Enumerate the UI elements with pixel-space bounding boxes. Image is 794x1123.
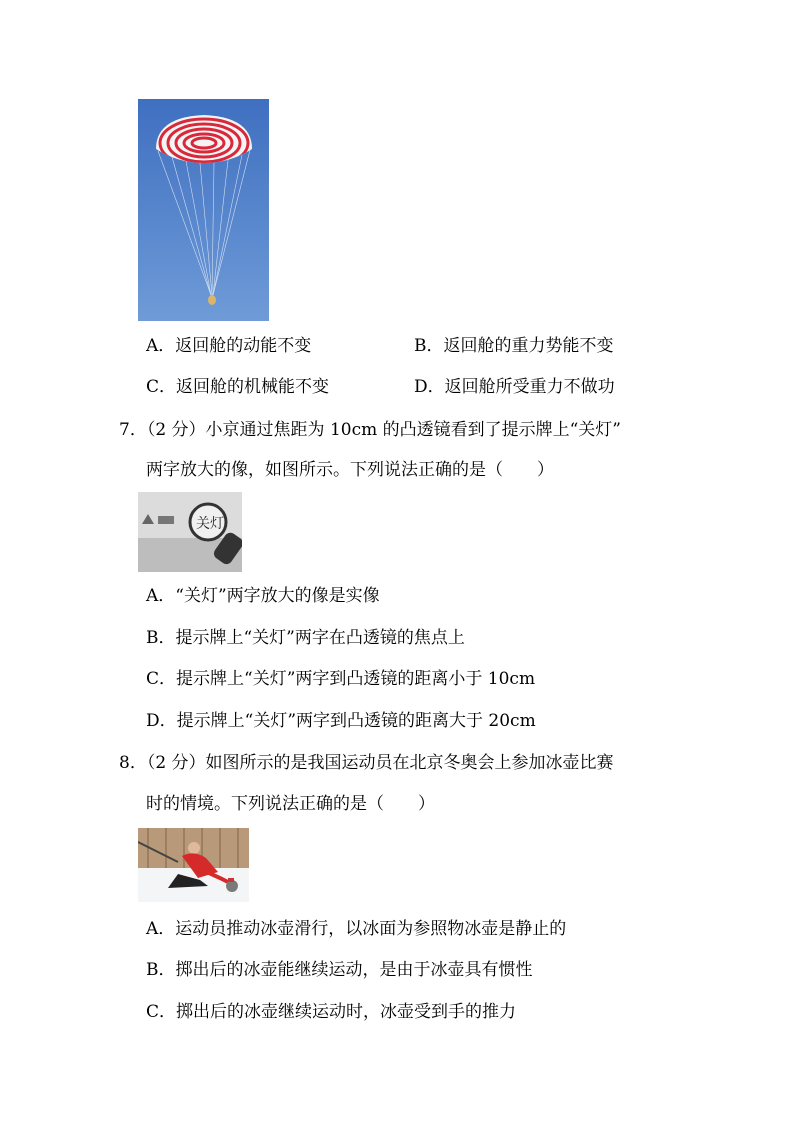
q8-option-a: A．运动员推动冰壶滑行，以冰面为参照物冰壶是静止的 bbox=[146, 919, 567, 939]
q8-option-c: C．掷出后的冰壶继续运动时，冰壶受到手的推力 bbox=[146, 1002, 517, 1022]
curling-athlete-photo bbox=[138, 828, 249, 902]
q7-option-c: C．提示牌上“关灯”两字到凸透镜的距离小于 10cm bbox=[146, 669, 536, 689]
q8-stem-line2: 时的情境。下列说法正确的是（ ） bbox=[146, 794, 435, 814]
sign-text: 关灯 bbox=[196, 516, 224, 532]
q8-stem-line1: 8．（2 分）如图所示的是我国运动员在北京冬奥会上参加冰壶比赛 bbox=[119, 753, 614, 773]
q7-option-d: D．提示牌上“关灯”两字到凸透镜的距离大于 20cm bbox=[146, 711, 536, 731]
q6-option-a: A．返回舱的动能不变 bbox=[146, 336, 312, 356]
q8-option-b: B．掷出后的冰壶能继续运动，是由于冰壶具有惯性 bbox=[146, 960, 533, 980]
q7-option-a: A．“关灯”两字放大的像是实像 bbox=[146, 586, 380, 606]
q7-stem-line2: 两字放大的像，如图所示。下列说法正确的是（ ） bbox=[146, 460, 554, 480]
q7-option-b: B．提示牌上“关灯”两字在凸透镜的焦点上 bbox=[146, 628, 465, 648]
q7-stem-line1: 7．（2 分）小京通过焦距为 10cm 的凸透镜看到了提示牌上“关灯” bbox=[119, 420, 621, 440]
q6-option-b: B．返回舱的重力势能不变 bbox=[414, 336, 614, 356]
q6-option-d: D．返回舱所受重力不做功 bbox=[414, 377, 615, 397]
q6-option-c: C．返回舱的机械能不变 bbox=[146, 377, 330, 397]
magnifier-sign-photo bbox=[138, 492, 242, 572]
parachute-capsule-photo bbox=[138, 99, 269, 321]
